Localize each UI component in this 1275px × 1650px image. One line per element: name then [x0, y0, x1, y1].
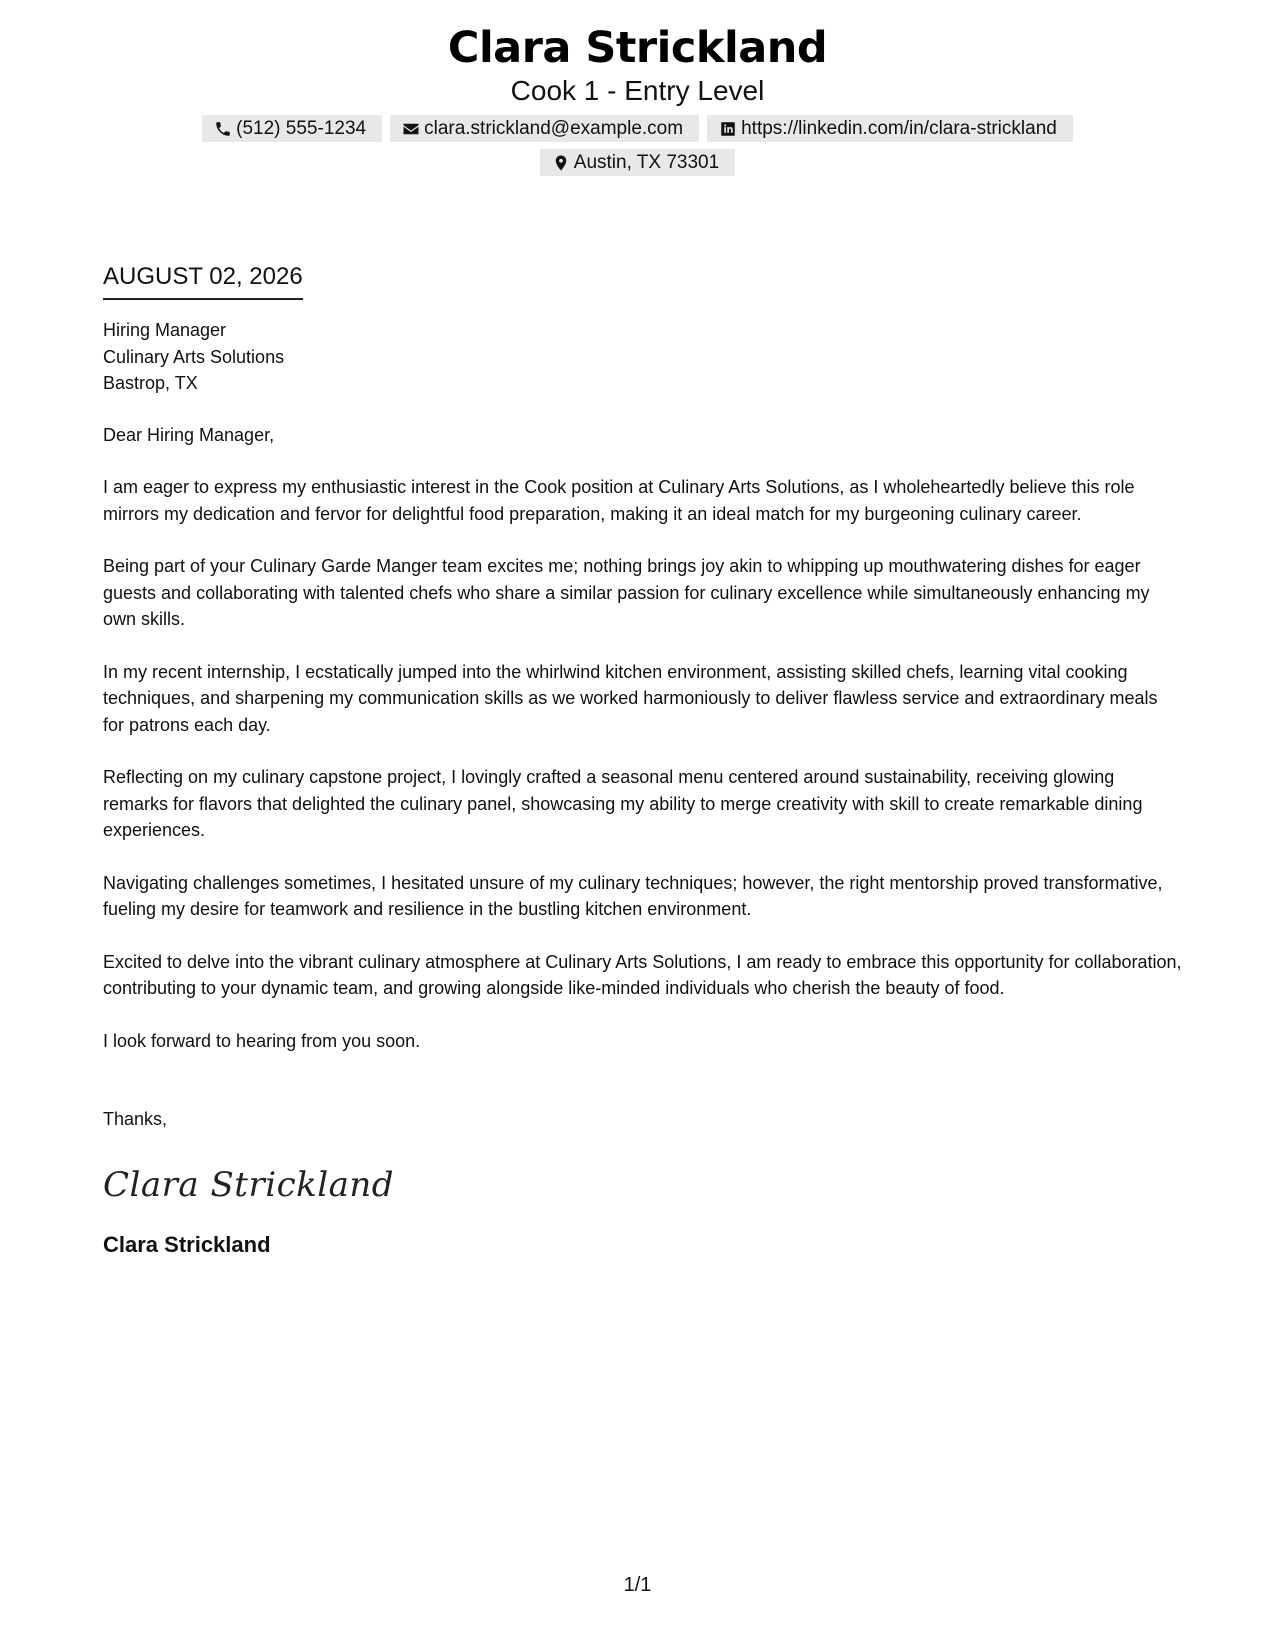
- contact-email[interactable]: [390, 115, 699, 142]
- contact-phone[interactable]: [202, 115, 382, 142]
- body-paragraph: Navigating challenges sometimes, I hesitated unsure of my culinary techniques; however, the right mentorship proved transformative, fueling my desire for teamwork and resilience in the bustling kitchen environment.: [103, 872, 1163, 919]
- contact-linkedin[interactable]: [707, 115, 1073, 142]
- linkedin-text: https://linkedin.com/in/clara-strickland: [741, 118, 1057, 139]
- letter-header: [0, 22, 1275, 176]
- handwritten-signature: Clara Strickland: [103, 1164, 395, 1205]
- contact-row-location: [0, 149, 1275, 176]
- linkedin-icon: [719, 120, 737, 138]
- email-text: clara.strickland@example.com: [424, 118, 684, 139]
- page-number: 1/1: [623, 1574, 652, 1596]
- body-paragraph: Reflecting on my culinary capstone project, I lovingly crafted a seasonal menu centered around sustainability, receiving glowing remarks for flavors that delighted the culinary panel, showcasing my ability to merge creativity with skill to create remarkable dining experiences.: [103, 767, 1143, 840]
- sign-off: Thanks,: [103, 1109, 168, 1129]
- body-paragraph: I am eager to express my enthusiastic interest in the Cook position at Culinary Arts Solutions, as I wholeheartedly believe this role mirrors my dedication and fervor for delightful food preparation, making it an ideal match for my burgeoning culinary career.: [103, 477, 1135, 524]
- recipient-name: Hiring Manager: [103, 320, 227, 340]
- contact-location: [540, 149, 735, 176]
- location-text: Austin, TX 73301: [573, 152, 720, 173]
- contact-row: [0, 115, 1275, 142]
- recipient-company: Culinary Arts Solutions: [103, 346, 285, 367]
- body-paragraph: In my recent internship, I ecstatically jumped into the whirlwind kitchen environment, assisting skilled chefs, learning vital cooking techniques, and sharpening my communication skills as we worked harmoniously to deliver flawless service and extraordinary meals for patrons each day.: [103, 661, 1158, 735]
- letter-body: [103, 262, 1183, 1259]
- phone-icon: [214, 120, 232, 138]
- phone-text: (512) 555-1234: [236, 118, 367, 139]
- body-paragraph: Excited to delve into the vibrant culinary atmosphere at Culinary Arts Solutions, I am ready to embrace this opportunity for collaboration, contributing to your dynamic team, and growing alongside like-minded individuals who cherish the beauty of food.: [103, 951, 1182, 998]
- letter-date: AUGUST 02, 2026: [103, 262, 303, 300]
- closing-line: I look forward to hearing from you soon.: [103, 1030, 421, 1051]
- job-title: Cook 1 - Entry Level: [510, 75, 765, 106]
- recipient-location: Bastrop, TX: [103, 373, 198, 393]
- greeting: Dear Hiring Manager,: [103, 424, 275, 445]
- body-paragraph: Being part of your Culinary Garde Manger team excites me; nothing brings joy akin to whipping up mouthwatering dishes for eager guests and collaborating with talented chefs who share a similar passion for culinary excellence while simultaneously enhancing my own skills.: [103, 556, 1150, 629]
- envelope-icon: [402, 120, 420, 138]
- signer-name: Clara Strickland: [103, 1231, 271, 1257]
- applicant-name: Clara Strickland: [447, 23, 828, 73]
- recipient-block: [103, 317, 1183, 397]
- map-pin-icon: [552, 154, 570, 172]
